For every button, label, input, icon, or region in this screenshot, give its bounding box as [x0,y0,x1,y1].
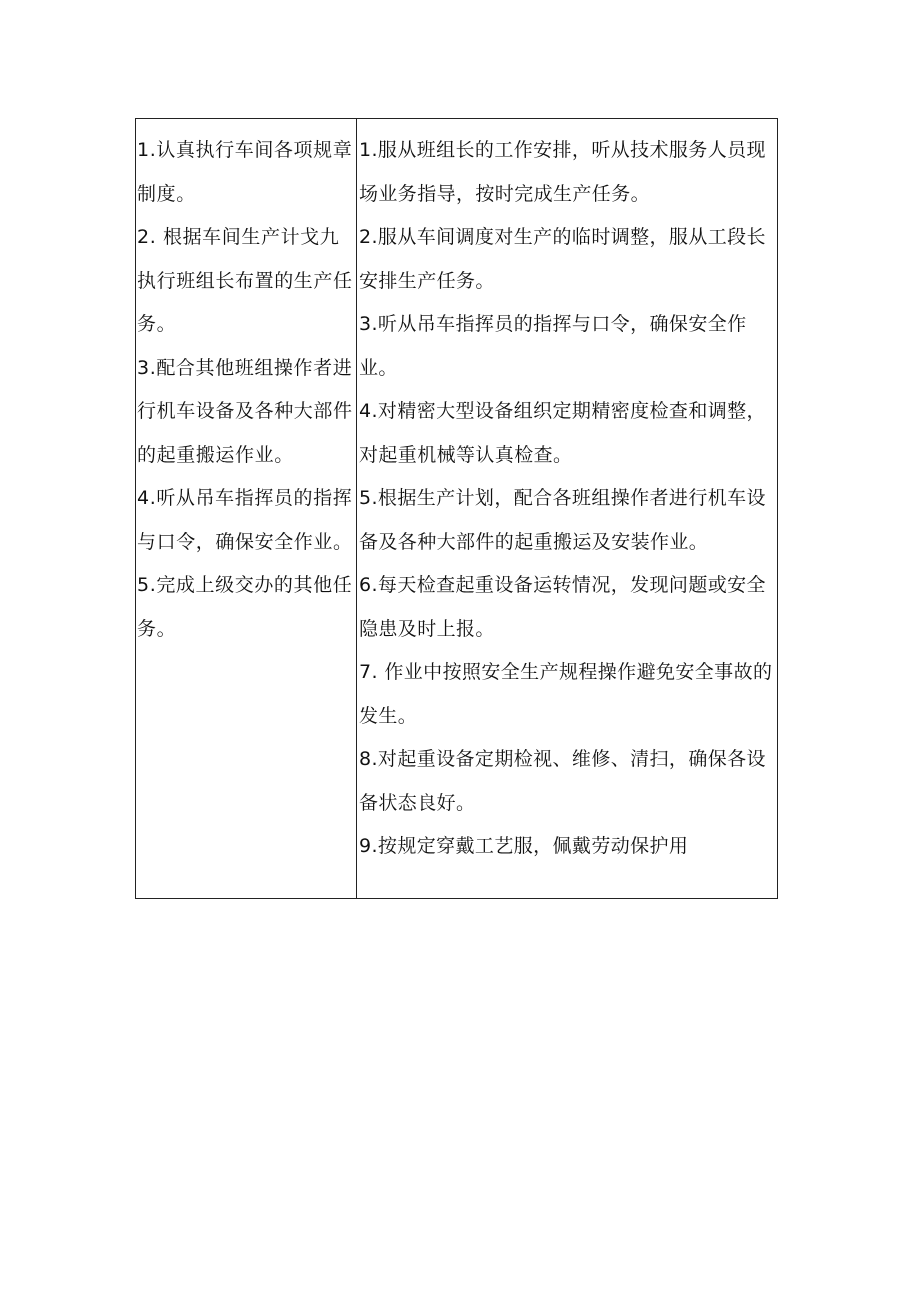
right-item-9: 9.按规定穿戴工艺服，佩戴劳动保护用 [359,835,689,857]
right-item-5: 5.根据生产计划，配合各班组操作者进行机车设备及各种大部件的起重搬运及安装作业。 [359,487,766,553]
right-item-7: 7. 作业中按照安全生产规程操作避免安全事故的发生。 [359,661,773,727]
left-item-2: 2. 根据车间生产计戈九执行班组长布置的生产任务。 [137,226,353,335]
right-item-3: 3.听从吊车指挥员的指挥与口令，确保安全作业。 [359,313,747,379]
right-item-4: 4.对精密大型设备组织定期精密度检查和调整，对起重机械等认真检查。 [359,400,766,466]
right-column-cell [357,119,777,898]
left-item-1: 1.认真执行车间各项规章制度。 [137,139,353,205]
right-item-2: 2.服从车间调度对生产的临时调整，服从工段长安排生产任务。 [359,226,766,292]
right-item-8: 8.对起重设备定期检视、维修、清扫，确保各设备状态良好。 [359,748,766,814]
right-item-1: 1.服从班组长的工作安排，听从技术服务人员现场业务指导，按时完成生产任务。 [359,139,766,205]
left-column-cell [136,119,357,898]
left-item-5: 5.完成上级交办的其他任务。 [137,574,353,640]
left-item-3: 3.配合其他班组操作者进行机车设备及各种大部件的起重搬运作业。 [137,356,353,466]
duty-table [135,118,778,899]
right-item-6: 6.每天检查起重设备运转情况，发现问题或安全隐患及时上报。 [359,574,766,640]
left-item-4: 4.听从吊车指挥员的指挥与口令，确保安全作业。 [137,487,353,553]
